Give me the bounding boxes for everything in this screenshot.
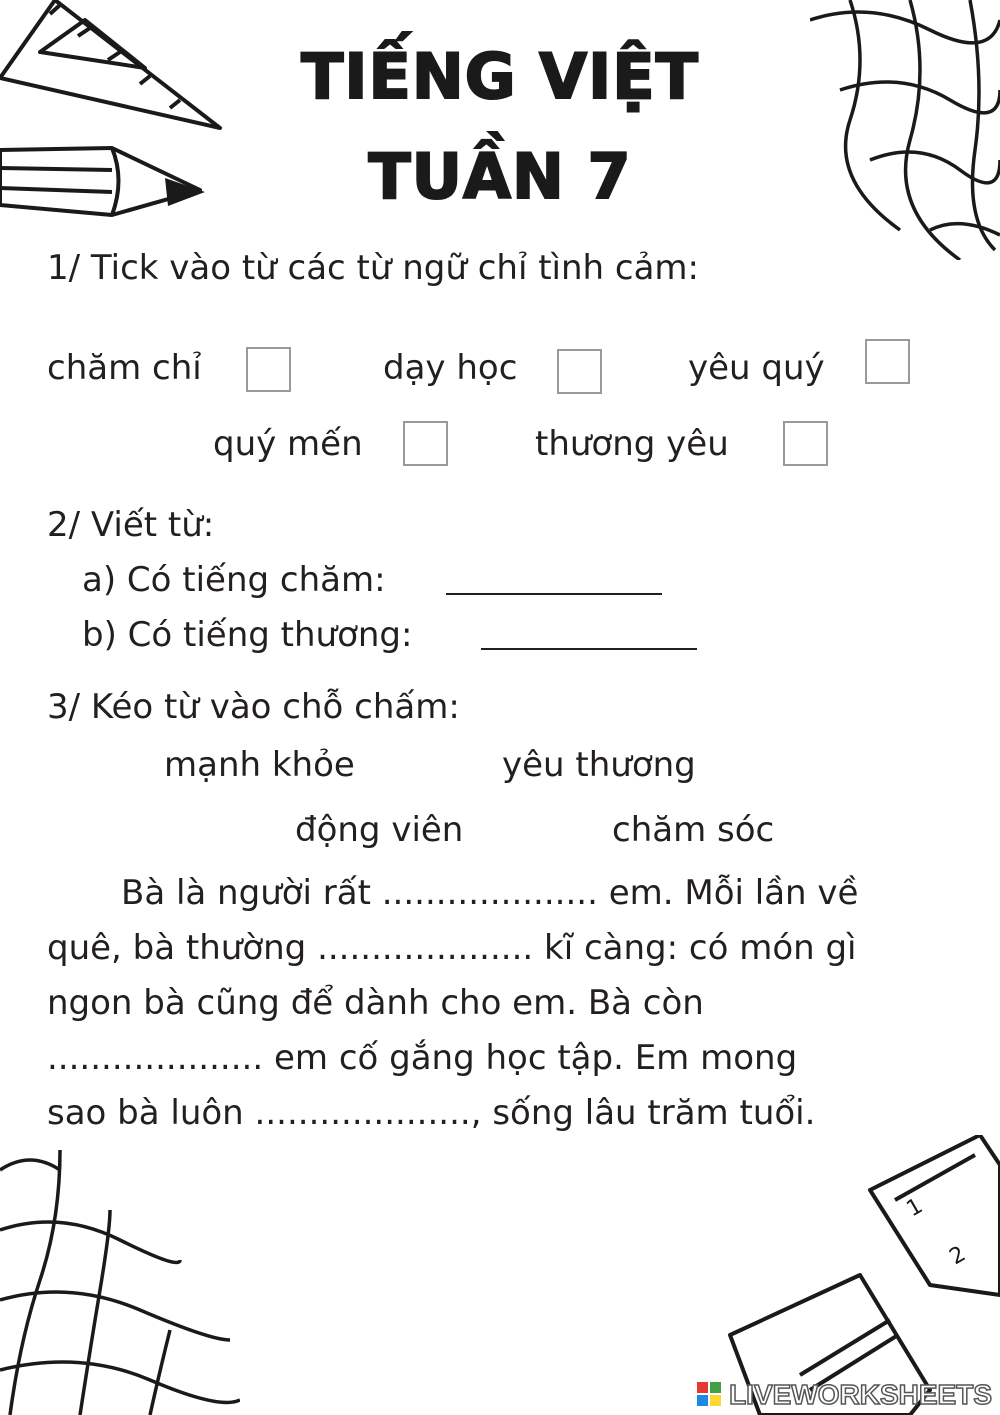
paragraph-text: sao bà luôn (47, 1093, 244, 1133)
ruler-calculator-drawing (700, 1135, 1000, 1415)
drag-word[interactable]: mạnh khỏe (164, 745, 355, 785)
option-checkbox[interactable] (865, 339, 910, 384)
answer-2a-blank[interactable] (446, 593, 662, 595)
paragraph-text: quê, bà thường (47, 928, 307, 968)
drop-zone-2[interactable]: .................... (317, 928, 534, 968)
liveworksheets-logo-icon (696, 1381, 722, 1407)
option-label: chăm chỉ (47, 348, 202, 388)
paragraph-line (47, 1031, 955, 1086)
paragraph-line (47, 1086, 955, 1141)
option-checkbox[interactable] (246, 347, 291, 392)
question-3-label: 3/ Kéo từ vào chỗ chấm: (47, 687, 460, 727)
question-1-label: 1/ Tick vào từ các từ ngữ chỉ tình cảm: (47, 248, 699, 288)
option-label: quý mến (213, 424, 363, 464)
drop-zone-4[interactable]: .................... (254, 1093, 471, 1133)
answer-2b-blank[interactable] (481, 648, 697, 650)
drop-zone-1[interactable]: .................... (381, 873, 598, 913)
paragraph-text: em cố gắng học tập. Em mong (273, 1038, 798, 1078)
paragraph-text: Bà là người rất (121, 873, 371, 913)
svg-text:1: 1 (902, 1193, 928, 1223)
grid-drawing-top-right (810, 0, 1000, 260)
drag-word[interactable]: yêu thương (502, 745, 696, 785)
paragraph-text: em. Mỗi lần về (608, 873, 859, 913)
drag-word[interactable]: động viên (295, 810, 464, 850)
question-2b-label: b) Có tiếng thương: (82, 615, 413, 655)
paragraph-line (47, 921, 955, 976)
grid-drawing-bottom-left (0, 1150, 240, 1415)
option-label: dạy học (383, 348, 518, 388)
fill-in-paragraph (47, 866, 955, 1141)
option-checkbox[interactable] (557, 349, 602, 394)
liveworksheets-logo: LIVEWORKSHEETS (729, 1379, 992, 1410)
option-label: yêu quý (688, 348, 825, 388)
drop-zone-3[interactable]: .................... (47, 1038, 264, 1078)
question-2a-label: a) Có tiếng chăm: (82, 560, 386, 600)
paragraph-line (47, 976, 955, 1031)
worksheet-title: TIẾNG VIỆT (301, 40, 699, 113)
svg-text:2: 2 (945, 1241, 971, 1271)
paragraph-text: ngon bà cũng để dành cho em. Bà còn (47, 983, 704, 1023)
option-checkbox[interactable] (783, 421, 828, 466)
drag-word[interactable]: chăm sóc (612, 810, 775, 850)
paragraph-text: kĩ càng: có món gì (544, 928, 857, 968)
paragraph-line (47, 866, 955, 921)
worksheet-week: TUẦN 7 (368, 140, 632, 213)
option-label: thương yêu (535, 424, 729, 464)
option-checkbox[interactable] (403, 421, 448, 466)
question-2-label: 2/ Viết từ: (47, 505, 215, 545)
paragraph-text: , sống lâu trăm tuổi. (470, 1093, 816, 1133)
